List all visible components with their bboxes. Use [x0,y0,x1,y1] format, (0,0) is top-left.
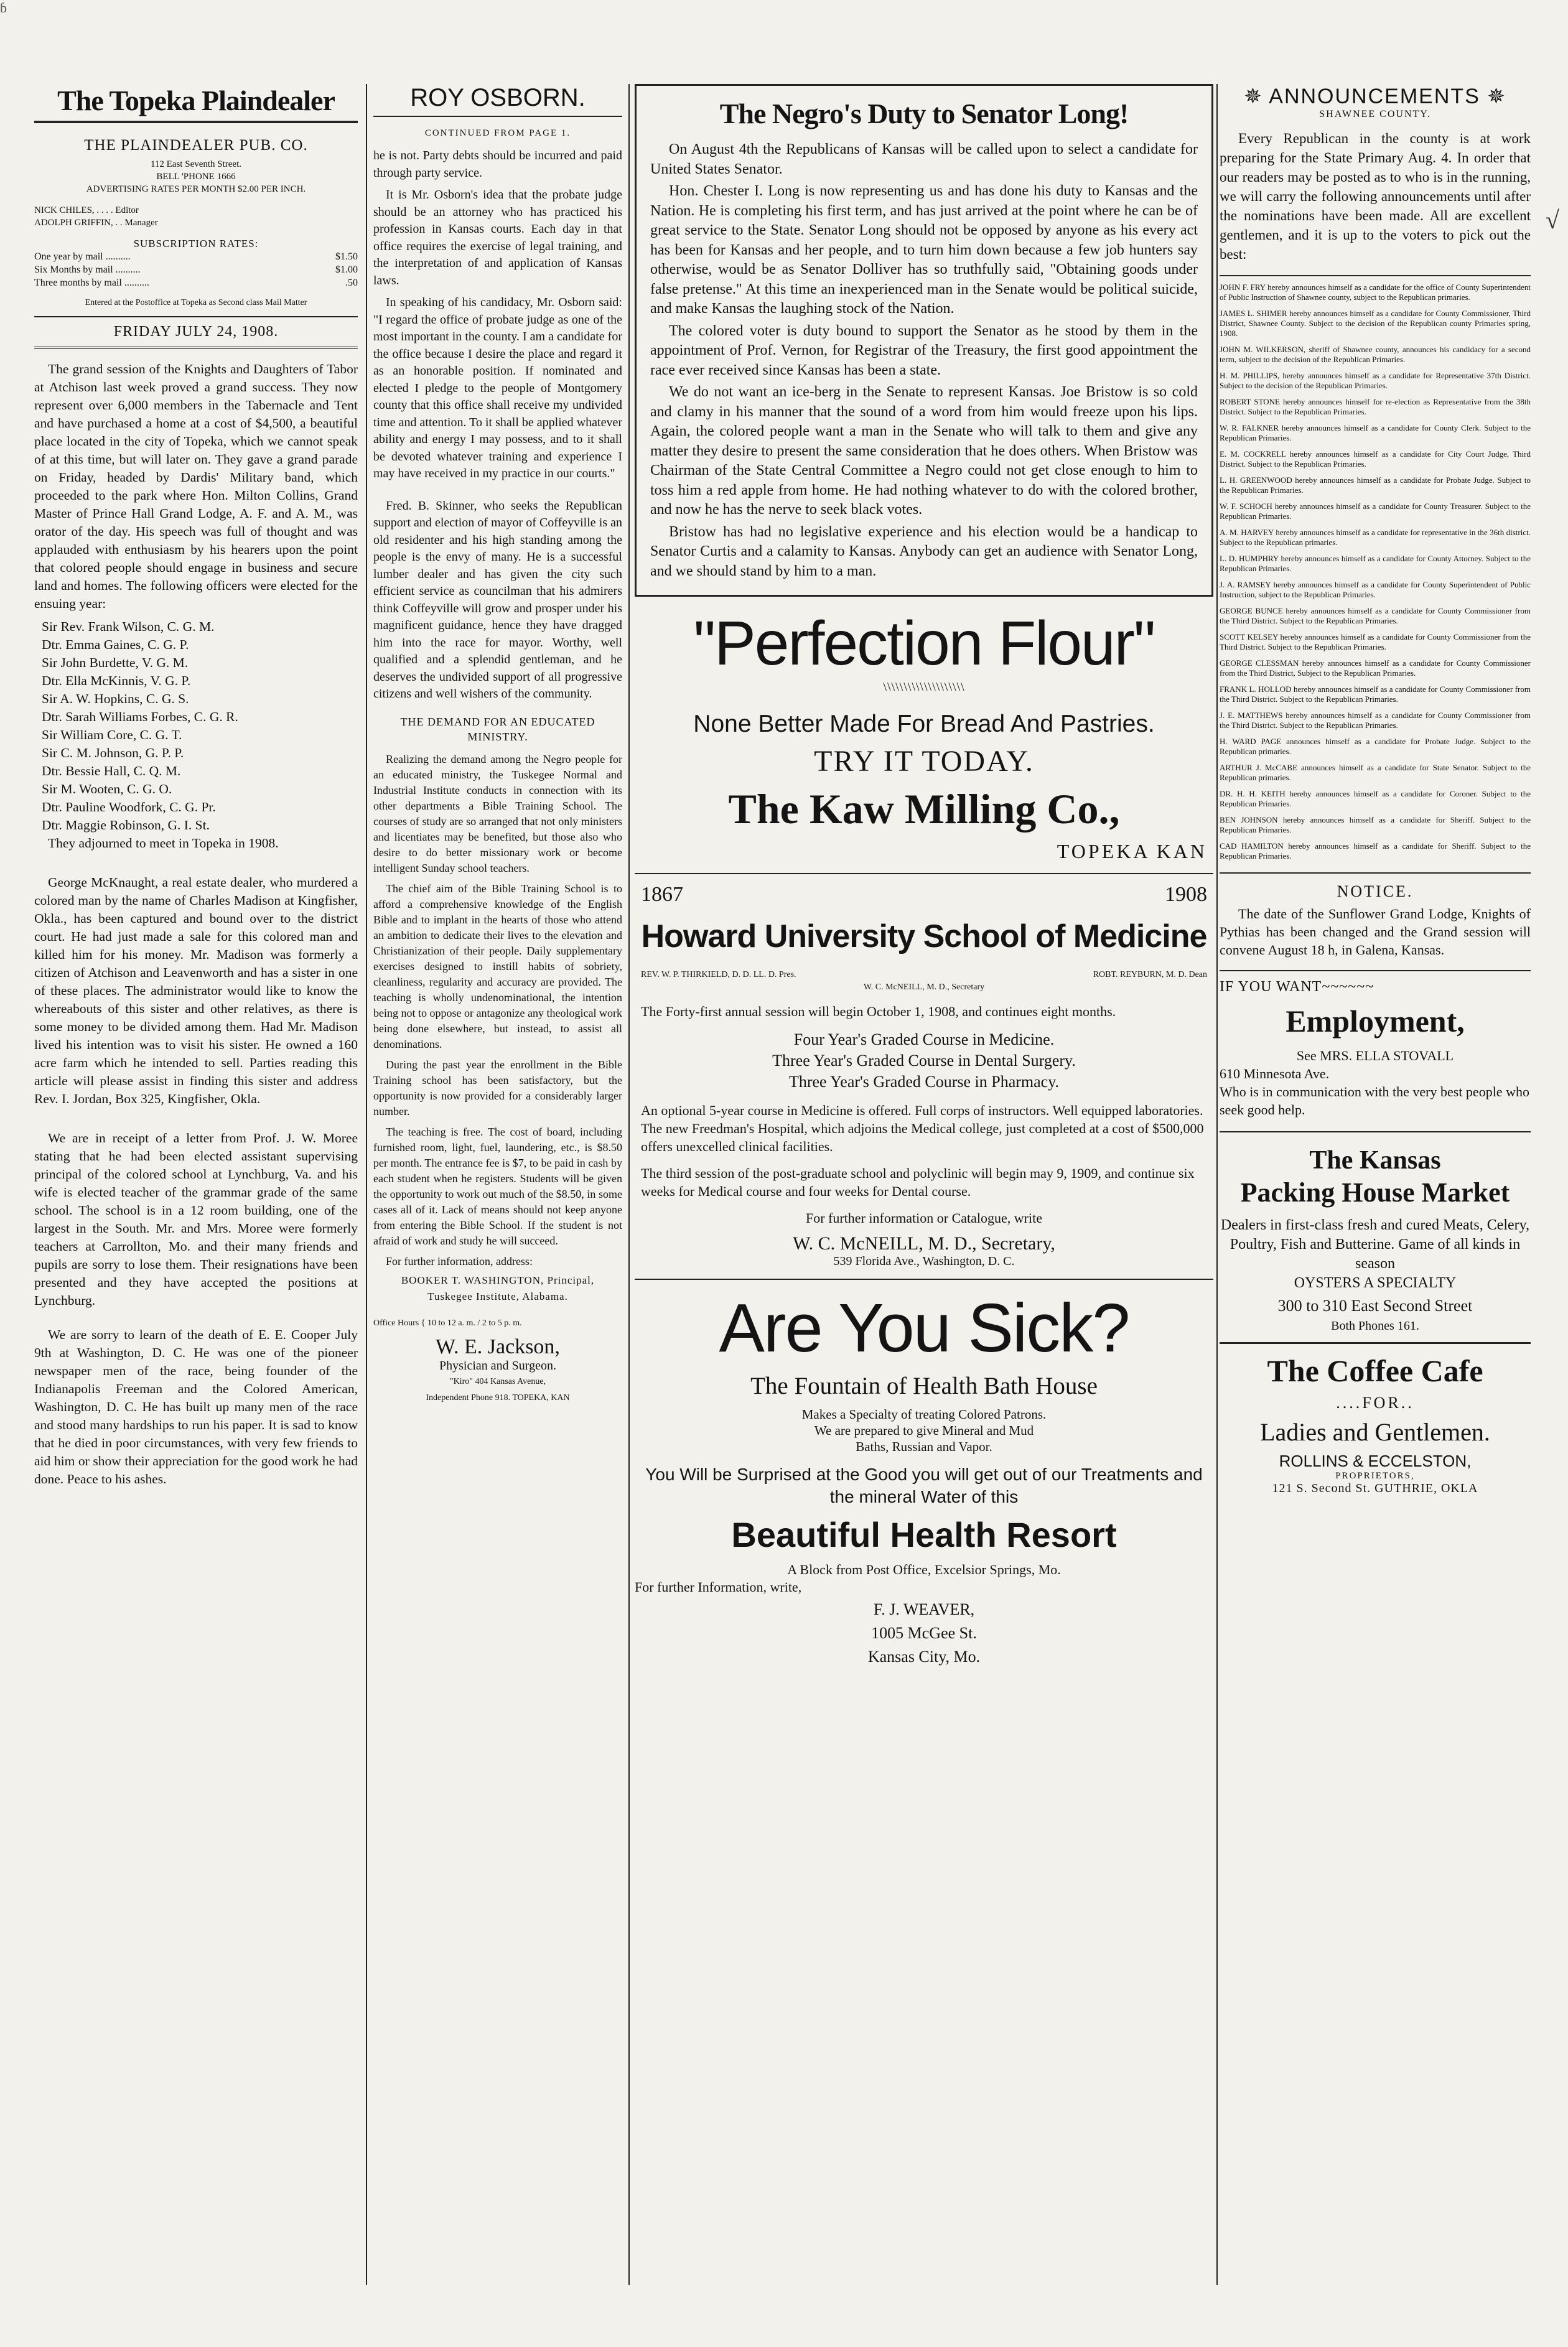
physician-title: Physician and Surgeon. [439,1358,556,1373]
ad-rates: ADVERTISING RATES PER MONTH $2.00 PER INCH. [86,184,306,194]
weaver-name: F. J. WEAVER, [873,1600,975,1618]
column-rule [366,84,367,2285]
column-4 [1220,84,1531,2285]
list-item: J. E. MATTHEWS hereby announces himself as a candidate for County Commissioner from the Third District. Subject to the Republican Primaries. [1220,711,1531,730]
list-item: FRANK L. HOLLOD hereby announces himself as a candidate for County Commissioner from the Third District. Subject to the Republican Primaries. [1220,684,1531,704]
physician-card [373,1315,622,1406]
column-2 [373,84,622,2285]
howard-postgrad: The third session of the post-graduate school and polyclinic will begin may 9, 1909, and continue six weeks for Medical course and four weeks for Dental course. [641,1165,1195,1199]
phone: BELL 'PHONE 1666 [156,172,236,182]
resort-info: For further Information, write, [635,1579,802,1595]
address: 112 East Seventh Street. [150,159,242,169]
kaw-milling: The Kaw Milling Co., [728,785,1120,833]
coffee-cafe-ad [1220,1342,1531,1496]
list-item: GEORGE CLESSMAN hereby announces himself as a candidate for County Commissioner from the Third District, Subject to the Republican Primaries. [1220,658,1531,678]
packing-house-title-1: The Kansas [1309,1146,1441,1175]
list-item: CAD HAMILTON hereby announces himself as a candidate for Sheriff. Subject to the Republican Primaries. [1220,841,1531,861]
howard-courses: Four Year's Graded Course in Medicine. Three Year's Graded Course in Dental Surgery. Three Year's Graded Course in Pharmacy. [772,1030,1076,1091]
column-3 [635,84,1213,2285]
article-osborn: he is not. Party debts should be incurred and paid through party service. It is Mr. Osborn's idea that the probate judge should be an attorney who has practiced his profession in Kansas courts. Each day in that office requires the exercise of legal training, and the interpretation of and application of Kansas laws. In speaking of his candidacy, Mr. Osborn said: "I regard the office of probate judge as one of the most important in the county. I am a candidate for the office because I desire the place and regard it as an honorable position. If nominated and elected I pledge to the people of Montgomery county that this office shall receive my undivided time and attention. To it shall be applied whatever ability and energy I may possess, and to it shall be devoted whatever training and experience I may have received in my practice in our courts." [373,149,622,480]
signer: BOOKER T. WASHINGTON, Principal, [401,1274,595,1286]
flour-city: TOPEKA KAN [1057,840,1207,862]
announcements-intro: Every Republican in the county is at work preparing for the State Primary Aug. 4. In order that our readers may be posted as to who is in the running, we will carry the following announcements until after the nominations have been made. All are excellent gentlemen, and it is up to the voters to pick out the best: [1220,129,1531,276]
adjourned-line: They adjourned to meet in Topeka in 1908. [48,836,279,851]
coffee-cafe-title: The Coffee Cafe [1267,1353,1483,1388]
demand-heading: THE DEMAND FOR AN EDUCATED MINISTRY. [400,715,595,743]
list-item: H. WARD PAGE announces himself as a candidate for Probate Judge. Subject to the Republican primaries. [1220,737,1531,756]
list-item: SCOTT KELSEY hereby announces himself as a candidate for County Commissioner from the Third District. Subject to the Republican Primaries. [1220,632,1531,651]
list-item: W. R. FALKNER hereby announces himself as a candidate for County Clerk. Subject to the Republican Primaries. [1220,423,1531,442]
perfection-flour-ad [635,609,1213,874]
roy-osborn-title: ROY OSBORN. [373,84,622,117]
howard-officers: REV. W. P. THIRKIELD, D. D. LL. D. Pres. ROBT. REYBURN, M. D. Dean [641,970,1207,979]
notice-text: The date of the Sunflower Grand Lodge, Knights of Pythias has been changed and the Grand session will convene August 18 h, in Galena, Kansas. [1220,906,1531,958]
flour-tagline: None Better Made For Bread And Pastries. [693,711,1155,737]
list-item: BEN JOHNSON hereby announces himself as a candidate for Sheriff. Subject to the Republican Primaries. [1220,815,1531,834]
institution: Tuskegee Institute, Alabama. [427,1290,568,1302]
howard-years: 1867 1908 [641,883,1207,906]
rate-row: One year by mail .......... $1.50 [34,251,358,262]
surprised-line: You Will be Surprised at the Good you will get out of our Treatments and the mineral Water of this [645,1465,1203,1506]
senator-long-box [635,84,1213,597]
article-mcknaught: George McKnaught, a real estate dealer, who murdered a colored man by the name of Charles Madison at Kingfisher, Okla., has been captured and bound over to the district court. He had just made a sale for this colored man and killed him for his money. Mr. Madison was formerly a citizen of Atchison and Leavenworth and has a sister in one of these places. The administrator would like to know the whereabouts of this sister and other relatives, as there is some money to be divided among them. Had Mr. Madison lived his intention was to visit his sister. He owned a 160 acre farm which he intended to sell. Parties reading this article will please assist in finding this sister and address Rev. I. Jordan, Box 325, Kingfisher, Okla. [34,875,358,1106]
rate-row: Six Months by mail .......... $1.00 [34,264,358,275]
list-item: JAMES L. SHIMER hereby announces himself as a candidate for County Commissioner, Third District, Shawnee County. Subject to the decision of the Republican county Primaries spring, 1908. [1220,309,1531,338]
bath-house-specialty: Makes a Specialty of treating Colored Patrons. We are prepared to give Mineral and Mud Baths, Russian and Vapor. [801,1407,1047,1454]
office-hours: Office Hours { 10 to 12 a. m. / 2 to 5 p. m. [373,1318,522,1328]
health-resort-ad [635,1280,1213,1667]
column-1 [34,84,358,2285]
packing-house-address: 300 to 310 East Second Street [1277,1297,1473,1315]
rates-table [34,250,358,289]
list-item: H. M. PHILLIPS, hereby announces himself as a candidate for Representative 37th District. Subject to the decision of the Republican Primaries. [1220,371,1531,390]
article-cooper: We are sorry to learn of the death of E. E. Cooper July 9th at Washington, D. C. He was one of the pioneer newspaper men of the race, being founder of the Indianapolis Freeman and the Colored American, Washington, D. C. He has built up many men of the race and stood many hardships to run his paper. It is sad to know that he died in poor circumstances, with very few friends to aid him or show their appreciation for the good work he had done. Peace to his ashes. [34,1327,358,1486]
list-item: E. M. COCKRELL hereby announces himself as a candidate for City Court Judge, Third District. Subject to the Republican Primaries. [1220,449,1531,469]
article-skinner: Fred. B. Skinner, who seeks the Republican support and election of mayor of Coffeyville is an old residenter and his high standing among the people is the envy of many. He is a successful lumber dealer and has given the city such efficient service as councilman that his admirers think Coffeyville will grow and prosper under his magnificent guidance, hence they have dragged him into the race for mayor. Worthy, well qualified and a splendid gentleman, and he deserves the undivided support of all progressive citizens and well wishers of the community. [373,498,622,701]
coffee-address: 121 S. Second St. GUTHRIE, OKLA [1272,1481,1478,1495]
howard-address: 539 Florida Ave., Washington, D. C. [833,1254,1015,1268]
howard-secretary-line: W. C. McNEILL, M. D., Secretary [863,982,985,992]
coffee-props: ROLLINS & ECCELSTON, [1279,1452,1472,1470]
list-item: L. D. HUMPHRY hereby announces himself as a candidate for County Attorney. Subject to the Republican Primaries. [1220,554,1531,573]
resort-headline: Beautiful Health Resort [731,1515,1117,1554]
dateline: FRIDAY JULY 24, 1908. [34,316,358,349]
masthead: The Topeka Plaindealer [34,84,358,123]
employment-heading: Employment, [1286,1004,1465,1038]
officers-list: Sir Rev. Frank Wilson, C. G. M. Dtr. Emma Gaines, C. G. P. Sir John Burdette, V. G. M. Dtr. Ella McKinnis, V. G. P. Sir A. W. Hopkins, C. G. S. Dtr. Sarah Williams Forbes, C. G. R. Sir William Core, C. G. T. Sir C. M. Johnson, G. P. P. Dtr. Bessie Hall, C. Q. M. Sir M. Wooten, C. G. O. Dtr. Pauline Woodfork, C. G. Pr. Dtr. Maggie Robinson, G. I. St. [42,619,238,833]
list-item: JOHN F. FRY hereby announces himself as a candidate for the office of County Superintendent of Public Instruction of Shawnee county, subject to the Republican primaries. [1220,282,1531,302]
article-moree: We are in receipt of a letter from Prof. J. W. Moree stating that he had been elected assistant supervising principal of the colored school at Lynchburg, Va. and his wife is elected teacher of the grammar grade of the same school. The school is in a 12 room building, one of the largest in the South. Mr. and Mrs. Moree were formerly teachers at Carrollton, Mo. and their many friends and pupils are sorry to lose them. Their resignations have been presented and they have accepted the positions at Lynchburg. [34,1131,358,1308]
packing-house-ad [1220,1131,1531,1333]
howard-session: The Forty-first annual session will begin October 1, 1908, and continues eight months. [641,1004,1116,1019]
howard-university-ad [635,874,1213,1280]
list-item: J. A. RAMSEY hereby announces himself as a candidate for County Superintendent of Public Instruction, subject to the Republican Primaries. [1220,580,1531,599]
candidate-list [1220,282,1531,861]
howard-signature: W. C. McNEILL, M. D., Secretary, [793,1233,1055,1254]
packing-house-title-2: Packing House Market [1240,1177,1510,1208]
employment-lead: IF YOU WANT~~~~~~ [1220,970,1531,996]
employment-contact: See MRS. ELLA STOVALL [1296,1048,1454,1063]
resort-location: A Block from Post Office, Excelsior Springs, Mo. [787,1562,1061,1577]
weaver-city: Kansas City, Mo. [867,1648,981,1666]
publisher: THE PLAINDEALER PUB. CO. [84,137,308,154]
coffee-for: ....FOR.. [1336,1394,1414,1412]
flour-headline: "Perfection Flour" [693,609,1155,678]
employment-text: Who is in communication with the very best people who seek good help. [1220,1084,1529,1118]
howard-info: For further information or Catalogue, write [805,1210,1042,1226]
article-knights-tabor: The grand session of the Knights and Daughters of Tabor at Atchison last week proved a grand success. They now represent over 6,000 members in the Tabernacle and Tent and have purchased a home at a cost of $4,500, a beautiful place located in the city of Topeka, which we cannot speak of at this time, but will later on. They gave a grand parade on Friday, headed by Dardis' Military band, which proceeded to the park where Hon. Milton Collins, Grand Master of Prince Hall Grand Lodge, A. F. and A. M., was orator of the day. His speech was full of thought and was applauded with enthusiasm by his hearers upon the point that colored people should engage in business and secure land and homes. The following officers were elected for the ensuing year: [34,362,358,611]
list-item: GEORGE BUNCE hereby announces himself as a candidate for County Commissioner from the Third District. Subject to the Republican Primaries. [1220,606,1531,625]
coffee-ladies: Ladies and Gentlemen. [1260,1418,1490,1446]
column-rule [628,84,630,2285]
list-item: ROBERT STONE hereby announces himself for re-election as Representative from the 38th District. Subject to the Republican Primaries. [1220,397,1531,416]
physician-phone: Independent Phone 918. TOPEKA, KAN [426,1393,570,1402]
list-item: W. F. SCHOCH hereby announces himself as a candidate for County Treasurer. Subject to the Republican Primaries. [1220,502,1531,521]
packing-house-phone: Both Phones 161. [1331,1319,1419,1333]
physician-name: W. E. Jackson, [436,1335,560,1358]
announcements-title: ✵ ANNOUNCEMENTS ✵ [1244,85,1506,108]
sick-headline: Are You Sick? [719,1290,1129,1366]
editor-line: NICK CHILES, . . . . Editor [34,205,139,215]
employment-address: 610 Minnesota Ave. [1220,1066,1330,1081]
packing-house-text: Dealers in first-class fresh and cured Meats, Celery, Poultry, Fish and Butterine. Game of all kinds in season [1220,1217,1530,1272]
star-icon: ✵ [1244,85,1269,108]
manager-line: ADOLPH GRIFFIN, . . Manager [34,218,158,228]
entered-notice: Entered at the Postoffice at Topeka as Second class Mail Matter [85,298,307,307]
article-educated-ministry: Realizing the demand among the Negro people for an educated ministry, the Tuskegee Normal and Industrial Institute conducts in connection with its other departments a Bible Training School. The courses of study are so arranged that not only ministers and licentiates may be benefited, but those also who desire to do better missionary work or become intelligent Sunday school teachers. The chief aim of the Bible Training School is to afford a comprehensive knowledge of the English Bible and to implant in the hearts of those who attend an ambition to dedicate their lives to the elevation and Christianization of their people. Daily supplementary exercises designed to instill habits of sobriety, cleanliness, regularity and accuracy are provided. The teaching is wholly undenominational, the intention being not to oppose or antagonize any theological work being done elsewhere, but instead, to assist all denominations. During the past year the enrollment in the Bible Training school has been satisfactory, but the opportunity is now provided for a considerably larger number. The teaching is free. The cost of board, including furnished room, light, fuel, laundering, etc., is $8.50 per month. The entrance fee is $7, to be paid in cash by each student when he registers. Students will be given the opportunity to work out much of the $8.50, in some cases all of it. Lack of means should not keep anyone from entering the Bible School. If the student is not afraid of work and study he will succeed. For further information, address: [373,752,622,1267]
packing-house-oysters: OYSTERS A SPECIALTY [1294,1275,1457,1291]
margin-tick: √ [1546,206,1559,234]
rate-row: Three months by mail .......... .50 [34,278,358,288]
physician-address: "Kiro" 404 Kansas Avenue, [449,1376,546,1386]
flour-ornament: \\\\\\\\\\\\\\\\\\\\ [883,680,965,694]
list-item: L. H. GREENWOOD hereby announces himself as a candidate for Probate Judge. Subject to the Republican Primaries. [1220,475,1531,495]
continued-label: CONTINUED FROM PAGE 1. [424,128,571,138]
star-icon: ✵ [1480,85,1506,108]
column-rule [1216,84,1218,2285]
announcements-subtitle: SHAWNEE COUNTY. [1319,109,1431,119]
corner-mark: ɓ [0,0,7,16]
howard-optional: An optional 5-year course in Medicine is offered. Full corps of instructors. Well equipped laboratories. The new Freedman's Hospital, which adjoins the Medical college, just completed at a cost of $500,000 offers unexcelled clinical facilities. [641,1103,1204,1154]
bath-house-name: The Fountain of Health Bath House [750,1373,1098,1399]
notice-heading: NOTICE. [1220,872,1531,901]
list-item: A. M. HARVEY hereby announces himself as a candidate for representative in the 36th district. Subject to the Republican primaries. [1220,528,1531,547]
senator-long-title: The Negro's Duty to Senator Long! [719,98,1129,129]
weaver-street: 1005 McGee St. [871,1624,977,1642]
subscription-heading: SUBSCRIPTION RATES: [133,238,259,250]
list-item: DR. H. H. KEITH hereby announces himself as a candidate for Coroner. Subject to the Republican Primaries. [1220,789,1531,808]
flour-try: TRY IT TODAY. [814,745,1034,778]
coffee-prop-label: PROPRIETORS, [1335,1471,1415,1481]
senator-long-article: On August 4th the Republicans of Kansas will be called upon to select a candidate for United States Senator. Hon. Chester I. Long is now representing us and has done his duty to Kansas and the Nation. He is completing his first term, and has just arrived at the point where he can be of great service to the State. Senator Long should not be opposed by anyone as his every act has been for Kansas and her people, and to turn him down because a few job hunters say otherwise, would be as Senator Dolliver has so truthfully said, "Obtaining goods under false pretense." At this time an inexperienced man in the Senate would be political suicide, and make Kansas the laughing stock of the Nation. The colored voter is duty bound to support the Senator as he stood by them in the appointment of Prof. Vernon, for Registrar of the Treasury, the first good appointment the race ever received since Kansas has been a state. We do not want an ice-berg in the Senate to represent Kansas. Joe Bristow is so cold and clamy in his manner that the sound of a word from him would freeze upon his lips. Again, the colored people want a man in the Senate who will talk to them and give any matter they desire to present the same consideration that he does others. When Bristow was Chairman of the State Central Committee a Negro could not get close enough to him to toss him a red apple from home. He had nothing whatever to do with the colored brother, and now he has the nerve to seek black votes. Bristow has had no legislative experience and his election would be a handicap to Senator Curtis and a calamity to Kansas. Anybody can get an audience with Senator Long, and we should stand by him to a man. [650,141,1198,579]
list-item: JOHN M. WILKERSON, sheriff of Shawnee county, announces his candidacy for a second term, subject to the decision of the Republican Primaries. [1220,345,1531,364]
list-item: ARTHUR J. McCABE announces himself as a candidate for State Senator. Subject to the Republican primaries. [1220,763,1531,782]
howard-title: Howard University School of Medicine [641,918,1207,954]
